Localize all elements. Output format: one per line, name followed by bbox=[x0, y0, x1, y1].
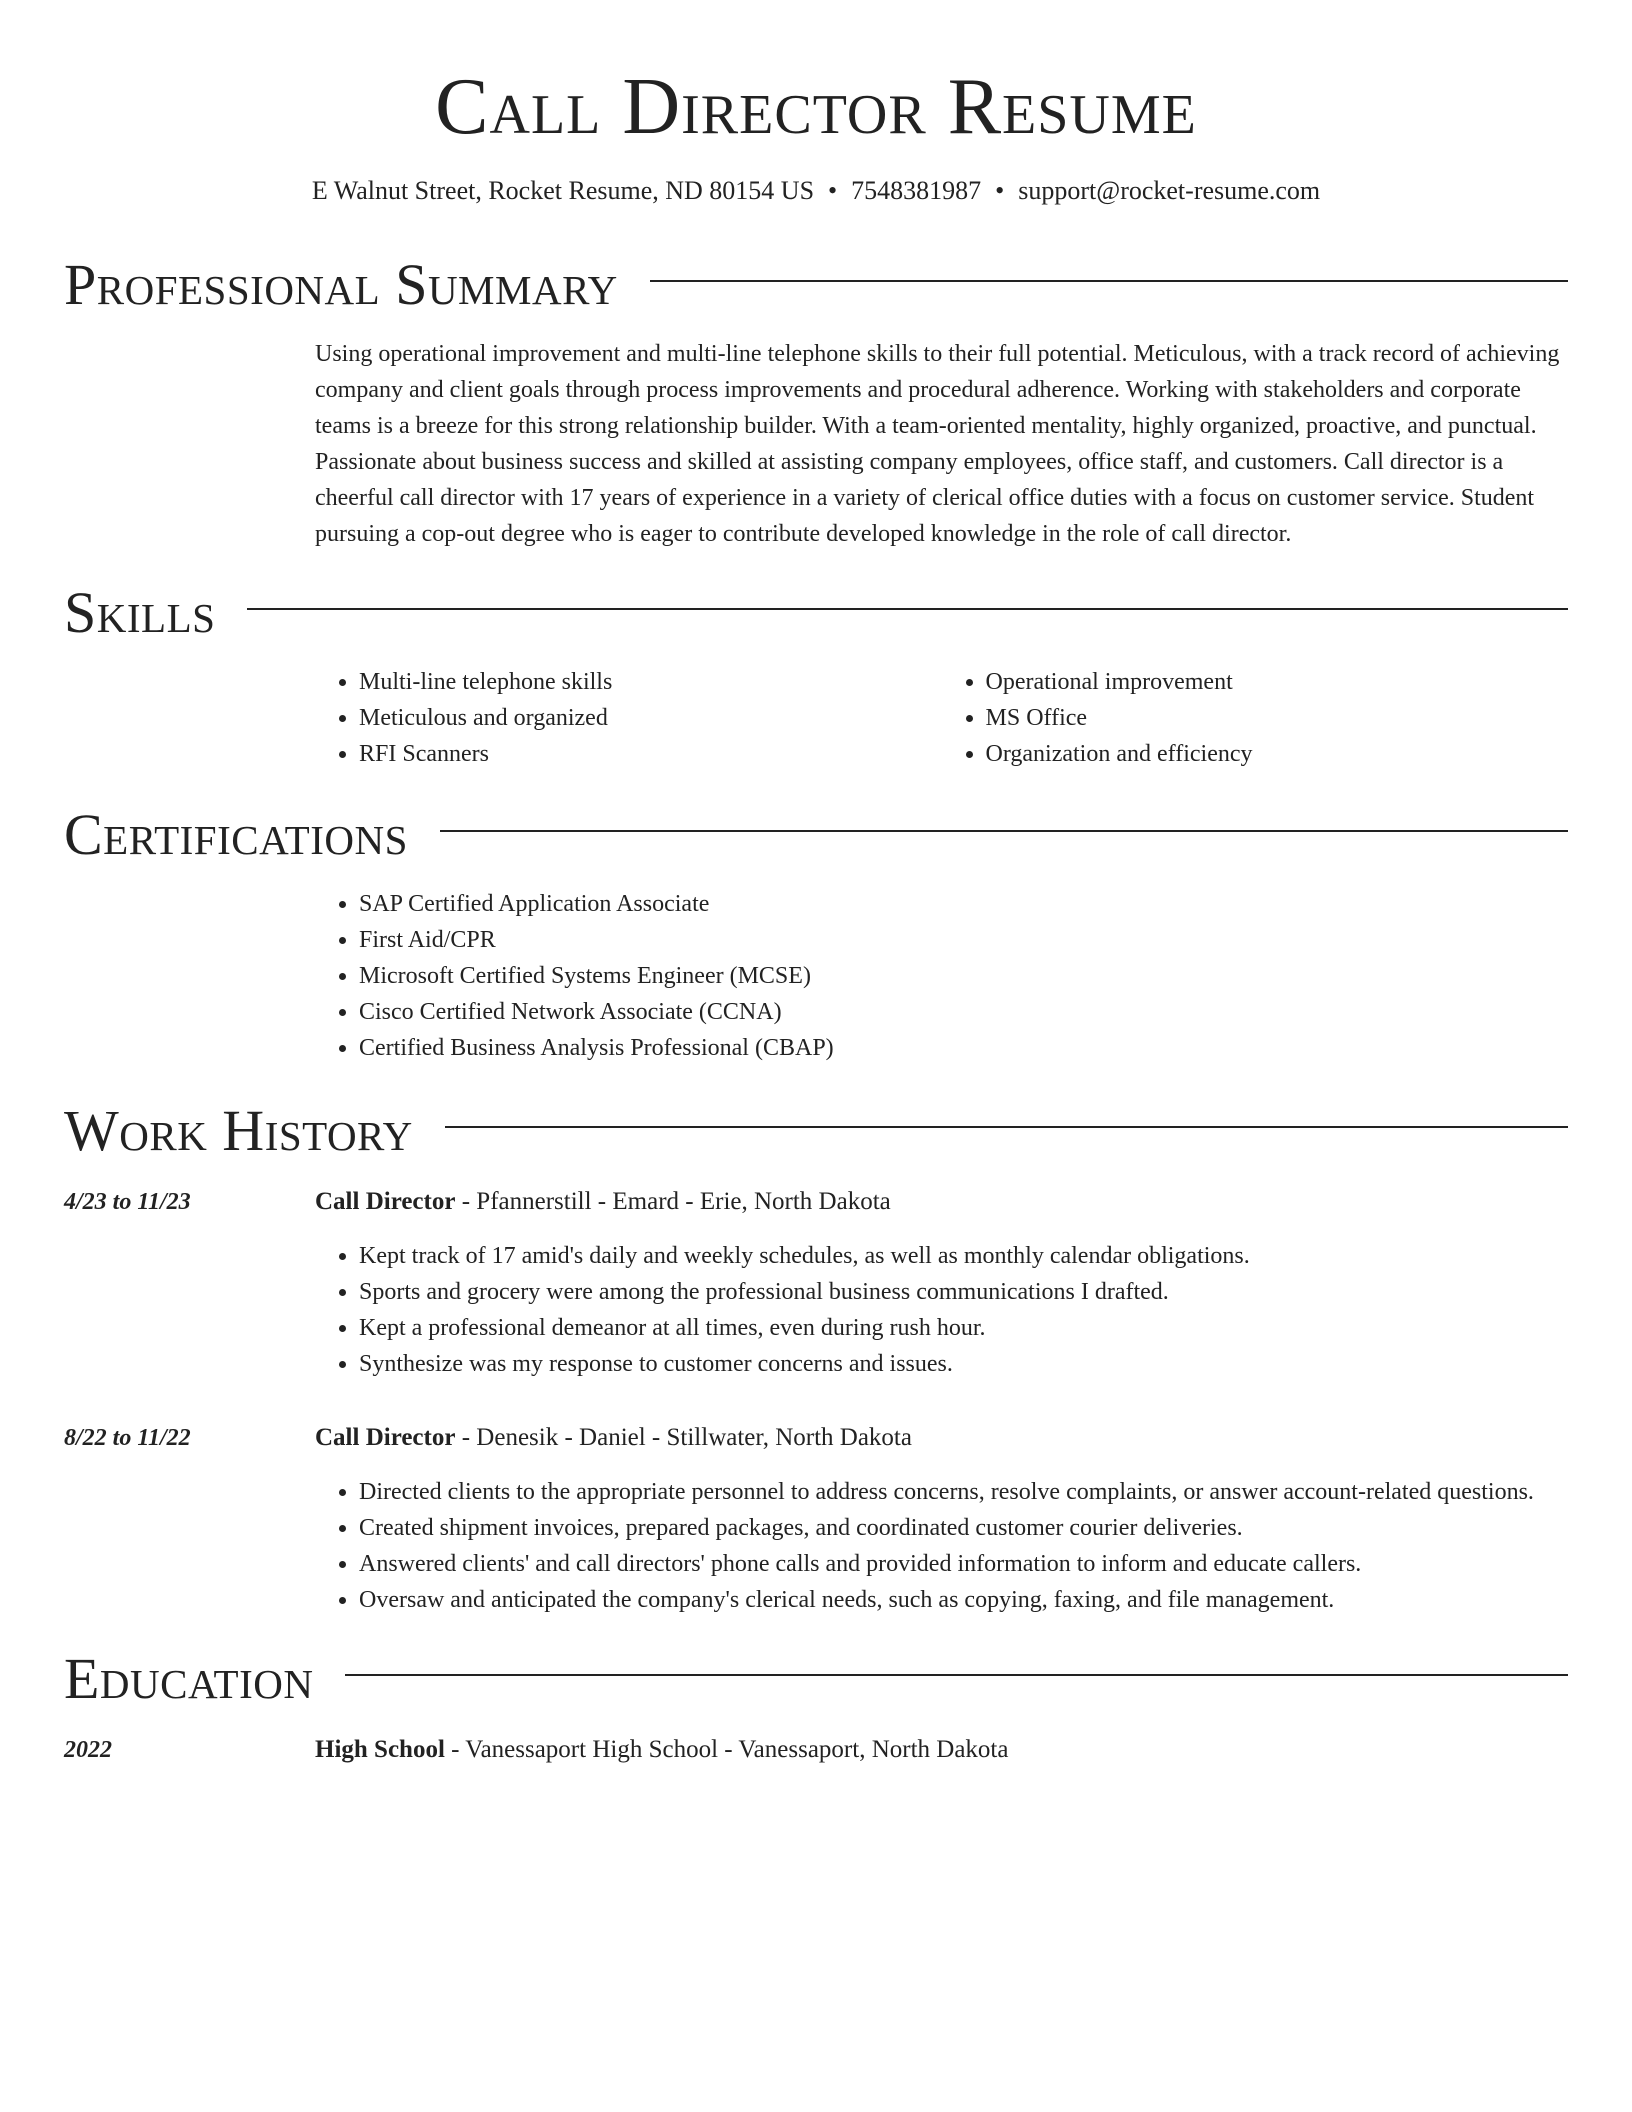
skill-item: • Meticulous and organized bbox=[359, 700, 942, 736]
certification-item: • SAP Certified Application Associate bbox=[359, 886, 1568, 922]
job-bullet: • Oversaw and anticipated the company's clerical needs, such as copying, faxing, and file management. bbox=[359, 1582, 1568, 1618]
skills-list-left bbox=[315, 664, 942, 772]
job-dates: 4/23 to 11/23 bbox=[64, 1189, 191, 1215]
job-details: - Pfannerstill - Emard - Erie, North Dakota bbox=[455, 1188, 891, 1215]
job-details: - Denesik - Daniel - Stillwater, North Dakota bbox=[455, 1424, 912, 1451]
certifications-block bbox=[315, 886, 1568, 1066]
job-title: Call Director bbox=[315, 1188, 456, 1215]
certifications-section-header bbox=[64, 804, 1568, 866]
contact-address: E Walnut Street, Rocket Resume, ND 80154 US bbox=[311, 176, 815, 205]
work-section-header bbox=[64, 1100, 1568, 1162]
work-heading: Work History bbox=[64, 1098, 413, 1163]
section-divider bbox=[445, 1126, 1568, 1128]
certifications-heading: Certifications bbox=[64, 802, 408, 867]
section-divider bbox=[345, 1674, 1568, 1676]
job-bullet: • Created shipment invoices, prepared packages, and coordinated customer courier deliveries. bbox=[359, 1510, 1568, 1546]
job-bullet: • Kept track of 17 amid's daily and weekly schedules, as well as monthly calendar obligations. bbox=[359, 1238, 1568, 1274]
job-entry bbox=[64, 1184, 1568, 1382]
job-body bbox=[315, 1184, 1568, 1382]
job-bullet: • Kept a professional demeanor at all times, even during rush hour. bbox=[359, 1310, 1568, 1346]
certification-item: • Microsoft Certified Systems Engineer (MCSE) bbox=[359, 958, 1568, 994]
job-entry bbox=[64, 1420, 1568, 1618]
job-title: Call Director bbox=[315, 1424, 456, 1451]
section-divider bbox=[650, 280, 1568, 282]
skills-list-right bbox=[942, 664, 1569, 772]
job-bullet: • Directed clients to the appropriate personnel to address concerns, resolve complaints, or answer account-related questions. bbox=[359, 1474, 1568, 1510]
job-bullet: • Sports and grocery were among the professional business communications I drafted. bbox=[359, 1274, 1568, 1310]
certification-item: • Certified Business Analysis Professional (CBAP) bbox=[359, 1030, 1568, 1066]
education-entry bbox=[64, 1732, 1568, 1768]
job-dates: 8/22 to 11/22 bbox=[64, 1425, 191, 1451]
job-headline bbox=[315, 1420, 1568, 1456]
contact-phone: 7548381987 bbox=[851, 176, 982, 205]
summary-section-header bbox=[64, 254, 1568, 316]
skill-item: • RFI Scanners bbox=[359, 736, 942, 772]
summary-heading: Professional Summary bbox=[64, 252, 618, 317]
education-details: - Vanessaport High School - Vanessaport, North Dakota bbox=[444, 1736, 1009, 1763]
job-headline bbox=[315, 1184, 1568, 1220]
education-section-header bbox=[64, 1648, 1568, 1710]
skill-item: • Multi-line telephone skills bbox=[359, 664, 942, 700]
job-bullet: • Synthesize was my response to customer concerns and issues. bbox=[359, 1346, 1568, 1382]
skills-section-header bbox=[64, 582, 1568, 644]
section-divider bbox=[247, 608, 1568, 610]
education-degree: High School bbox=[315, 1736, 445, 1763]
education-headline bbox=[315, 1732, 1568, 1768]
job-bullets bbox=[315, 1238, 1568, 1382]
certification-item: • Cisco Certified Network Associate (CCNA) bbox=[359, 994, 1568, 1030]
job-bullet: • Answered clients' and call directors' phone calls and provided information to inform and educate callers. bbox=[359, 1546, 1568, 1582]
education-heading: Education bbox=[64, 1646, 314, 1711]
contact-line bbox=[64, 174, 1568, 208]
section-divider bbox=[440, 830, 1568, 832]
skill-item: • Organization and efficiency bbox=[986, 736, 1569, 772]
skill-item: • Operational improvement bbox=[986, 664, 1569, 700]
certification-item: • First Aid/CPR bbox=[359, 922, 1568, 958]
page-title: Call Director Resume bbox=[435, 63, 1197, 151]
job-bullets bbox=[315, 1474, 1568, 1618]
skill-item: • MS Office bbox=[986, 700, 1569, 736]
education-body bbox=[315, 1732, 1568, 1768]
education-year: 2022 bbox=[64, 1737, 112, 1763]
summary-text: Using operational improvement and multi-line telephone skills to their full potential. Meticulous, with a track record of achieving company and client goals through process improvements and procedural adherence. Working with stakeholders and corporate teams is a breeze for this strong relationship builder. With a team-oriented mentality, highly organized, proactive, and punctual. Passionate about business success and skilled at assisting company employees, office staff, and customers. Call director is a cheerful call director with 17 years of experience in a variety of clerical office duties with a focus on customer service. Student pursuing a cop-out degree who is eager to contribute developed knowledge in the role of call director. bbox=[315, 341, 1560, 547]
contact-email: support@rocket-resume.com bbox=[1018, 176, 1321, 205]
skills-grid bbox=[315, 664, 1568, 772]
skills-heading: Skills bbox=[64, 580, 216, 645]
certifications-list bbox=[315, 886, 1568, 1066]
resume-page bbox=[64, 0, 1568, 1768]
contact-separator: • bbox=[995, 176, 1005, 205]
contact-separator: • bbox=[828, 176, 838, 205]
job-body bbox=[315, 1420, 1568, 1618]
